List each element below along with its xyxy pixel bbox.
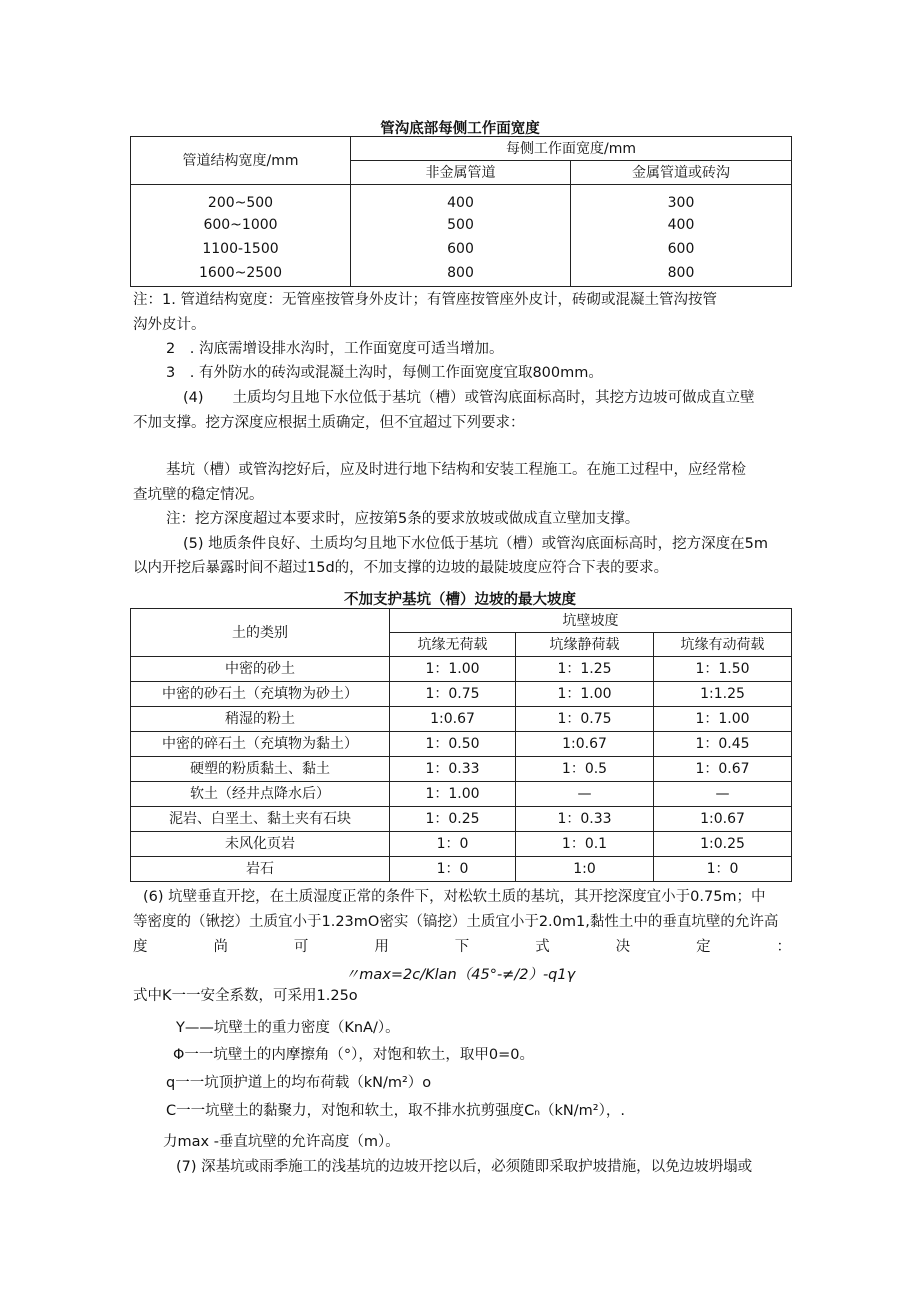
table1-cell: 200~500 bbox=[131, 185, 351, 213]
table2-cell: 岩石 bbox=[131, 857, 390, 882]
para6-word: 可 bbox=[293, 939, 309, 955]
para6-word: 式 bbox=[535, 939, 550, 955]
para6-word: 度 bbox=[133, 939, 148, 955]
para6-word: 决 bbox=[615, 939, 631, 955]
table1-subheader: 非金属管道 bbox=[351, 161, 571, 185]
para4-line-1: (4) 土质均匀且地下水位低于基坑（槽）或管沟底面标高时，其挖方边坡可做成直立壁 bbox=[183, 390, 755, 406]
para5-line-1: (5) 地质条件良好、土质均匀且地下水位低于基坑（槽）或管沟底面标高时，挖方深度在5m bbox=[183, 536, 768, 552]
table2-cell: 1：0 bbox=[390, 832, 516, 857]
table1-cell: 1100-1500 bbox=[131, 237, 351, 261]
slope-table bbox=[130, 608, 792, 882]
table2-cell: 1:0.67 bbox=[390, 707, 516, 732]
table2-cell: 中密的砂石土（充填物为砂土） bbox=[131, 682, 390, 707]
para6-word: ： bbox=[776, 939, 791, 955]
table2-cell: 1：0.67 bbox=[654, 757, 792, 782]
table2-cell: 1：1.00 bbox=[390, 657, 516, 682]
table2-cell: — bbox=[654, 782, 792, 807]
table2-cell: 1:1.25 bbox=[654, 682, 792, 707]
table2-group-header: 坑壁坡度 bbox=[390, 609, 792, 633]
table2-cell: 1：0.75 bbox=[390, 682, 516, 707]
table2-cell: 未风化页岩 bbox=[131, 832, 390, 857]
table1-cell: 1600~2500 bbox=[131, 261, 351, 287]
table2-cell: 1：1.00 bbox=[516, 682, 654, 707]
note-3: 3 . 有外防水的砖沟或混凝土沟时，每侧工作面宽度宜取800mm。 bbox=[166, 365, 603, 381]
para4-line-4: 查坑壁的稳定情况。 bbox=[133, 487, 264, 503]
table2-cell: 1：0.33 bbox=[390, 757, 516, 782]
table2-subheader: 坑缘有动荷载 bbox=[654, 633, 792, 657]
definition-q: q一一坑顶护道上的均布荷载（kN∕m²）o bbox=[166, 1075, 432, 1091]
table2-cell: 1：1.25 bbox=[516, 657, 654, 682]
table2-cell: 稍湿的粉土 bbox=[131, 707, 390, 732]
para6-word: 用 bbox=[374, 939, 389, 955]
table1-cell: 400 bbox=[351, 185, 571, 213]
definition-gamma: Y——坑壁土的重力密度（KnA/）。 bbox=[176, 1020, 400, 1036]
para6-word: 尚 bbox=[213, 939, 228, 955]
table1-cell: 400 bbox=[571, 213, 792, 237]
definition-phi: Φ一一坑壁土的内摩擦角（°），对饱和软土，取甲0=0。 bbox=[173, 1047, 535, 1063]
table2-cell: 软土（经井点降水后） bbox=[131, 782, 390, 807]
table2-cell: 1：0.1 bbox=[516, 832, 654, 857]
table2-subheader: 坑缘无荷载 bbox=[390, 633, 516, 657]
table2-cell: 1：0.50 bbox=[390, 732, 516, 757]
table2-cell: 1:0.67 bbox=[516, 732, 654, 757]
table1-title: 管沟底部每侧工作面宽度 bbox=[380, 121, 540, 137]
table2-title: 不加支护基坑（槽）边坡的最大坡度 bbox=[344, 592, 576, 608]
table2-cell: 1：1.50 bbox=[654, 657, 792, 682]
para4-line-2: 不加支撑。挖方深度应根据土质确定，但不宜超过下列要求： bbox=[133, 415, 525, 431]
table1-cell: 600~1000 bbox=[131, 213, 351, 237]
table2-cell: — bbox=[516, 782, 654, 807]
table1-cell: 600 bbox=[351, 237, 571, 261]
table1-cell: 800 bbox=[571, 261, 792, 287]
note-2: 2 . 沟底需增设排水沟时，工作面宽度可适当增加。 bbox=[166, 341, 504, 357]
table2-cell: 1：0.25 bbox=[390, 807, 516, 832]
para4-note: 注：挖方深度超过本要求时，应按第5条的要求放坡或做成直立壁加支撑。 bbox=[166, 511, 640, 527]
table2-cell: 1：0 bbox=[654, 857, 792, 882]
table1-subheader: 金属管道或砖沟 bbox=[571, 161, 792, 185]
formula: 〃max=2c∕Klan（45°-≠∕2）-q1γ bbox=[344, 967, 576, 983]
para5-line-2: 以内开挖后暴露时间不超过15d的，不加支撑的边坡的最陡坡度应符合下表的要求。 bbox=[133, 560, 669, 576]
para6-line-3 bbox=[133, 940, 791, 955]
table2-cell: 1：1.00 bbox=[654, 707, 792, 732]
table2-cell: 1:0.67 bbox=[654, 807, 792, 832]
table2-cell: 1：0.45 bbox=[654, 732, 792, 757]
table1-cell: 300 bbox=[571, 185, 792, 213]
table2-cell: 1：0.75 bbox=[516, 707, 654, 732]
table1-cell: 800 bbox=[351, 261, 571, 287]
table2-col1-header: 土的类别 bbox=[131, 609, 390, 657]
table2-cell: 1：0 bbox=[390, 857, 516, 882]
table2-cell: 硬塑的粉质黏土、黏土 bbox=[131, 757, 390, 782]
table2-cell: 泥岩、白垩土、黏土夹有石块 bbox=[131, 807, 390, 832]
note-1-line-2: 沟外皮计。 bbox=[133, 317, 206, 333]
table1-col1-header: 管道结构宽度/mm bbox=[131, 137, 351, 185]
table2-cell: 1：0.5 bbox=[516, 757, 654, 782]
para6-word: 定 bbox=[696, 939, 711, 955]
table2-cell: 1:0.25 bbox=[654, 832, 792, 857]
para6-word: 下 bbox=[454, 939, 470, 955]
para4-line-3: 基坑（槽）或管沟挖好后，应及时进行地下结构和安装工程施工。在施工过程中，应经常检 bbox=[166, 462, 746, 478]
para7-line-1: (7) 深基坑或雨季施工的浅基坑的边坡开挖以后，必须随即采取护坡措施，以免边坡坍塌或 bbox=[176, 1159, 753, 1175]
definition-hmax: 力max -垂直坑壁的允许高度（m）。 bbox=[163, 1134, 400, 1150]
table1-cell: 500 bbox=[351, 213, 571, 237]
table2-cell: 中密的砂土 bbox=[131, 657, 390, 682]
table2-subheader: 坑缘静荷载 bbox=[516, 633, 654, 657]
definition-k: 式中K一一安全系数，可采用1.25o bbox=[133, 988, 358, 1004]
table2-cell: 中密的碎石土（充填物为黏土） bbox=[131, 732, 390, 757]
note-1-line-1: 注：1. 管道结构宽度：无管座按管身外皮计；有管座按管座外皮计，砖砌或混凝土管沟按管 bbox=[133, 292, 717, 308]
work-face-width-table bbox=[130, 136, 792, 287]
para6-line-1: (6) 坑壁垂直开挖，在土质湿度正常的条件下，对松软土质的基坑，其开挖深度宜小于0.75m；中 bbox=[143, 889, 766, 905]
table2-cell: 1:0 bbox=[516, 857, 654, 882]
table1-group-header: 每侧工作面宽度/mm bbox=[351, 137, 792, 161]
table2-cell: 1：0.33 bbox=[516, 807, 654, 832]
definition-c: C一一坑壁土的黏聚力，对饱和软土，取不排水抗剪强度Cₙ（kN∕m²），. bbox=[166, 1103, 625, 1119]
table2-cell: 1：1.00 bbox=[390, 782, 516, 807]
para6-line-2: 等密度的（锹挖）土质宜小于1.23mO密实（镐挖）土质宜小于2.0m1,黏性土中的垂直坑壁的允许高 bbox=[133, 914, 779, 930]
table1-cell: 600 bbox=[571, 237, 792, 261]
